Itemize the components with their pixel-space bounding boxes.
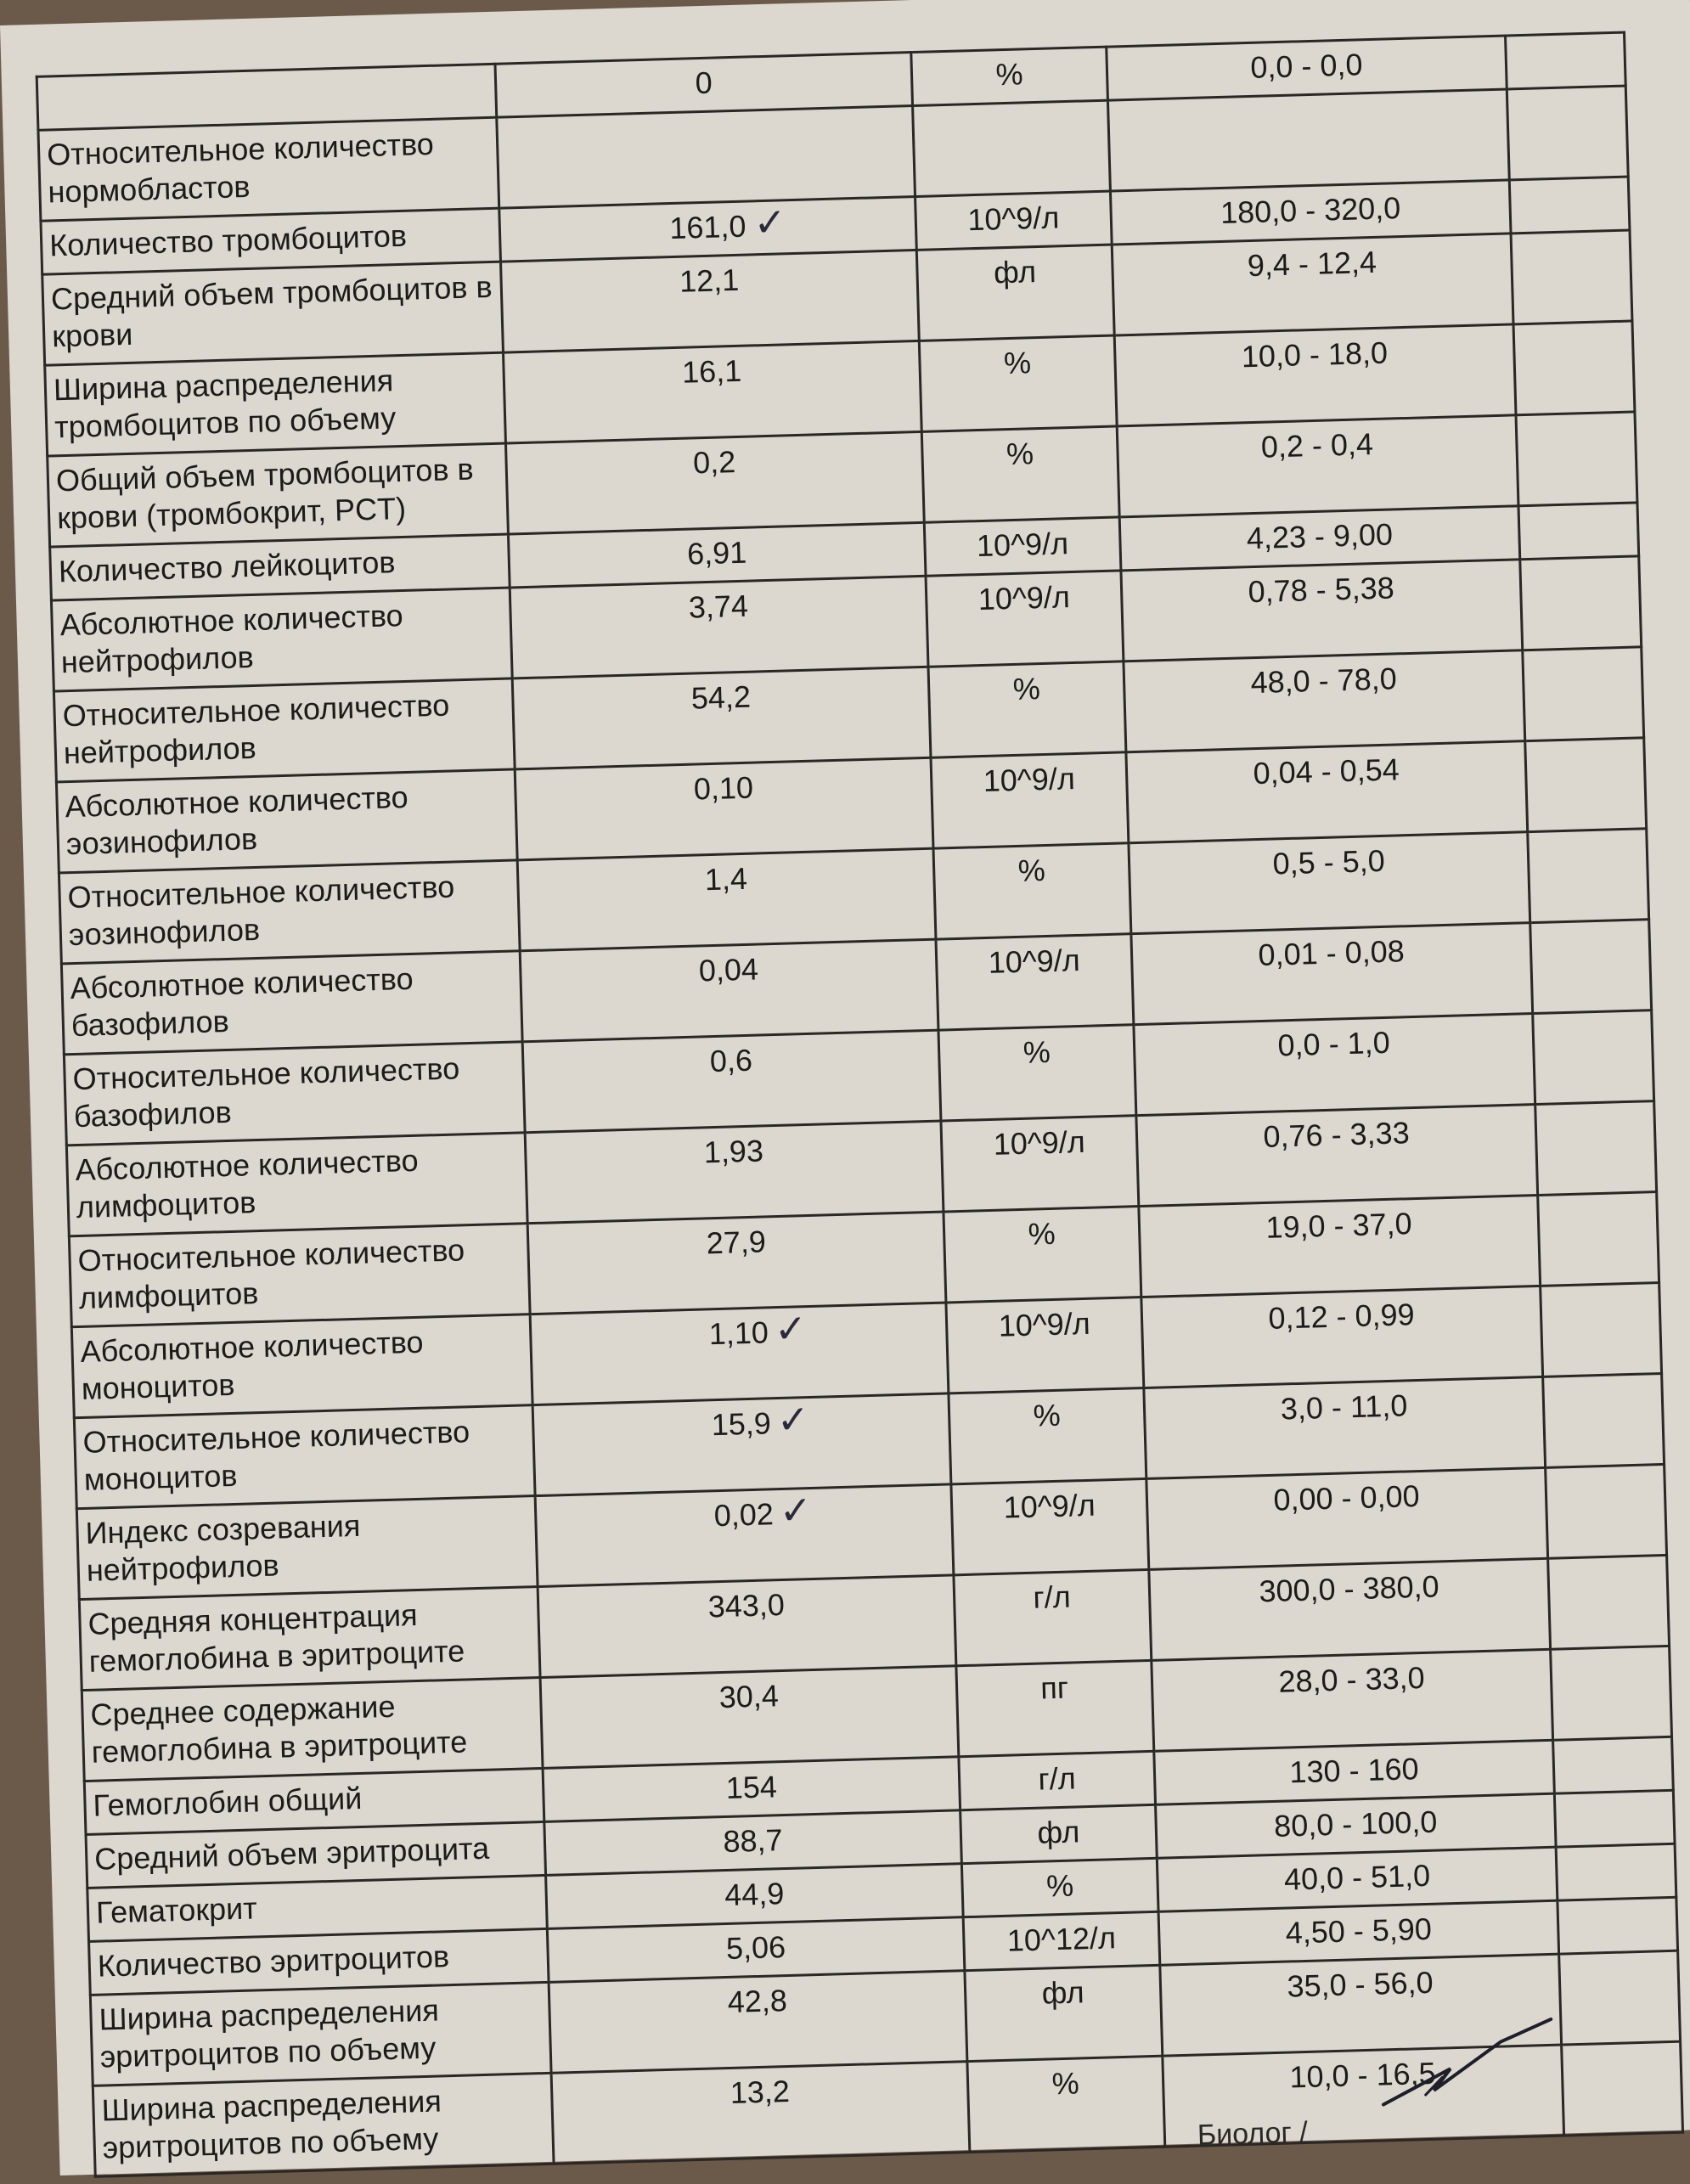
- reference-range: 10,0 - 16,5: [1163, 2045, 1564, 2147]
- reference-range: 4,23 - 9,00: [1119, 506, 1520, 571]
- result-value: 0: [695, 65, 713, 101]
- result-value: 6,91: [686, 534, 747, 571]
- test-name: Относительное количество моноцитов: [74, 1405, 535, 1509]
- result-value-cell: [512, 667, 931, 769]
- unit: пг: [956, 1660, 1154, 1756]
- result-value: 1,4: [704, 860, 748, 898]
- reference-range: 0,04 - 0,54: [1126, 741, 1528, 843]
- reference-range: 180,0 - 320,0: [1110, 180, 1511, 245]
- unit: 10^9/л: [941, 1116, 1139, 1212]
- unit: фл: [916, 245, 1114, 341]
- result-value-cell: [540, 1666, 959, 1769]
- unit: %: [961, 1858, 1158, 1917]
- empty-cell: [1554, 1790, 1675, 1847]
- result-value-cell: [505, 431, 924, 534]
- result-value: 88,7: [722, 1822, 784, 1860]
- reference-range: 48,0 - 78,0: [1124, 650, 1525, 752]
- test-name: Ширина распределения тромбоцитов по объему: [45, 352, 506, 456]
- result-value-cell: [497, 106, 915, 209]
- test-name: Абсолютное количество нейтрофилов: [51, 588, 512, 691]
- unit: 10^9/л: [931, 752, 1129, 848]
- empty-cell: [1559, 1950, 1681, 2045]
- signature-mark: [1372, 2007, 1562, 2114]
- checkmark-icon: ✓: [773, 1305, 808, 1353]
- result-value-cell: [549, 1971, 967, 2074]
- unit: [913, 100, 1111, 196]
- reference-range: 80,0 - 100,0: [1156, 1793, 1557, 1858]
- result-value: 16,1: [681, 352, 742, 390]
- test-name: Гемоглобин общий: [84, 1768, 544, 1834]
- result-value-cell: [532, 1393, 951, 1496]
- empty-cell: [1523, 647, 1644, 741]
- empty-cell: [1535, 1101, 1657, 1196]
- unit: 10^9/л: [924, 517, 1121, 576]
- result-value: 0,04: [698, 951, 759, 988]
- reference-range: 0,01 - 0,08: [1131, 923, 1533, 1025]
- test-name: Индекс созревания нейтрофилов: [76, 1496, 538, 1600]
- reference-range: 130 - 160: [1154, 1740, 1555, 1804]
- result-value: 0,02: [713, 1496, 775, 1534]
- reference-range: 0,00 - 0,00: [1146, 1467, 1548, 1569]
- empty-cell: [1528, 829, 1649, 923]
- result-value: 13,2: [730, 2073, 791, 2110]
- result-value-cell: [500, 250, 919, 352]
- result-value: 0,6: [709, 1042, 753, 1079]
- unit: 10^9/л: [951, 1478, 1149, 1574]
- reference-range: 0,0 - 0,0: [1107, 36, 1507, 100]
- test-name: Относительное количество лимфоцитов: [69, 1224, 530, 1327]
- reference-range: 40,0 - 51,0: [1157, 1847, 1558, 1911]
- checkmark-icon: ✓: [775, 1396, 811, 1444]
- unit: 10^12/л: [963, 1911, 1160, 1970]
- test-name: Количество тромбоцитов: [41, 208, 501, 274]
- result-value: 161,0: [668, 208, 747, 246]
- test-name: Ширина распределения эритроцитов по объему: [93, 2073, 554, 2176]
- unit: г/л: [959, 1751, 1156, 1810]
- empty-cell: [1556, 1843, 1676, 1900]
- result-value: 3,74: [688, 588, 749, 625]
- test-name: Абсолютное количество моноцитов: [71, 1314, 532, 1418]
- unit: 10^9/л: [936, 934, 1134, 1030]
- test-name: Количество эритроцитов: [89, 1928, 549, 1995]
- reference-range: 300,0 - 380,0: [1149, 1558, 1551, 1660]
- empty-cell: [1543, 1373, 1665, 1467]
- test-name: Средний объем эритроцита: [86, 1821, 546, 1888]
- unit: %: [921, 426, 1119, 522]
- result-value-cell: [525, 1121, 944, 1224]
- unit: %: [938, 1025, 1136, 1121]
- test-name: Ширина распределения эритроцитов по объему: [90, 1982, 551, 2085]
- unit: %: [949, 1388, 1146, 1484]
- result-value: 54,2: [690, 678, 752, 716]
- result-value-cell: [530, 1303, 949, 1405]
- reference-range: 35,0 - 56,0: [1160, 1954, 1562, 2056]
- reference-range: 4,50 - 5,90: [1158, 1900, 1559, 1965]
- unit: 10^9/л: [926, 571, 1124, 667]
- result-value-cell: [527, 1212, 946, 1314]
- result-value: 44,9: [724, 1876, 785, 1913]
- unit: 10^9/л: [915, 191, 1113, 250]
- test-name: Относительное количество эозинофилов: [59, 860, 520, 964]
- result-value-cell: [551, 2062, 970, 2164]
- empty-cell: [1546, 1464, 1667, 1558]
- result-value: 1,10: [708, 1314, 769, 1352]
- result-value: 0,10: [693, 769, 754, 807]
- test-name: Абсолютное количество эозинофилов: [56, 769, 517, 873]
- reference-range: 10,0 - 18,0: [1114, 324, 1516, 426]
- results-table: [36, 31, 1684, 2178]
- result-value: 1,93: [703, 1133, 764, 1170]
- result-value: 154: [725, 1769, 778, 1805]
- empty-cell: [1551, 1646, 1672, 1740]
- test-name: Средний объем тромбоцитов в крови: [42, 262, 504, 365]
- result-value: 15,9: [711, 1405, 772, 1443]
- empty-cell: [1553, 1737, 1674, 1793]
- result-value-cell: [503, 341, 921, 443]
- reference-range: 0,0 - 1,0: [1134, 1014, 1535, 1116]
- test-name: Абсолютное количество базофилов: [61, 951, 522, 1055]
- footer-text: Биолог /: [1197, 2115, 1309, 2152]
- result-value: 27,9: [706, 1224, 767, 1261]
- result-value-cell: [510, 576, 928, 678]
- test-name: Средняя концентрация гемоглобина в эритроците: [79, 1587, 540, 1691]
- result-value-cell: [535, 1484, 954, 1587]
- reference-range: 9,4 - 12,4: [1112, 234, 1513, 335]
- result-value: 42,8: [727, 1983, 788, 2019]
- result-value: 5,06: [725, 1929, 786, 1967]
- empty-cell: [1562, 2041, 1683, 2136]
- empty-cell: [1530, 920, 1652, 1014]
- empty-cell: [1533, 1010, 1654, 1105]
- empty-cell: [1520, 556, 1642, 650]
- empty-cell: [1538, 1192, 1659, 1286]
- result-value-cell: [515, 757, 933, 860]
- results-table-body: [37, 32, 1682, 2176]
- unit: фл: [960, 1804, 1158, 1863]
- reference-range: 28,0 - 33,0: [1152, 1649, 1553, 1751]
- unit: %: [928, 661, 1126, 757]
- unit: г/л: [954, 1569, 1152, 1665]
- empty-cell: [1511, 230, 1632, 324]
- test-name: Относительное количество нормобластов: [38, 117, 499, 221]
- result-value-cell: [522, 1030, 941, 1133]
- result-value-cell: [520, 939, 938, 1042]
- result-value: 0,2: [692, 444, 736, 481]
- test-name: Относительное количество базофилов: [64, 1042, 525, 1145]
- empty-cell: [1513, 321, 1635, 415]
- test-name: Количество лейкоцитов: [50, 534, 510, 600]
- unit: %: [944, 1207, 1141, 1303]
- reference-range: 0,12 - 0,99: [1141, 1286, 1543, 1388]
- unit: 10^9/л: [946, 1297, 1144, 1393]
- empty-cell: [1558, 1897, 1678, 1954]
- test-name: Среднее содержание гемоглобина в эритроците: [82, 1677, 543, 1781]
- reference-range: 0,78 - 5,38: [1121, 560, 1523, 661]
- reference-range: 0,5 - 5,0: [1129, 832, 1530, 934]
- empty-cell: [1518, 503, 1639, 560]
- reference-range: 0,2 - 0,4: [1117, 415, 1518, 517]
- result-value: 12,1: [679, 262, 740, 299]
- checkmark-icon: ✓: [778, 1486, 814, 1534]
- reference-range: 0,76 - 3,33: [1136, 1105, 1538, 1207]
- result-value-cell: [538, 1575, 956, 1678]
- unit: %: [911, 47, 1108, 105]
- result-value: 343,0: [707, 1586, 786, 1624]
- empty-cell: [1507, 86, 1628, 180]
- unit: %: [967, 2056, 1165, 2152]
- empty-cell: [1525, 738, 1647, 832]
- test-name: Относительное количество нейтрофилов: [54, 678, 515, 782]
- empty-cell: [1506, 32, 1626, 89]
- reference-range: 19,0 - 37,0: [1139, 1195, 1541, 1297]
- unit: %: [933, 843, 1131, 939]
- test-name: Гематокрит: [87, 1875, 548, 1941]
- reference-range: 3,0 - 11,0: [1144, 1376, 1546, 1478]
- checkmark-icon: ✓: [752, 199, 787, 246]
- result-value-cell: [517, 848, 936, 951]
- empty-cell: [1541, 1283, 1662, 1377]
- unit: фл: [965, 1965, 1163, 2061]
- empty-cell: [1509, 177, 1630, 234]
- test-name: Абсолютное количество лимфоцитов: [66, 1133, 527, 1236]
- test-name: Общий объем тромбоцитов в крови (тромбокрит, PCT): [48, 443, 509, 547]
- unit: %: [919, 335, 1117, 431]
- result-value: 30,4: [718, 1678, 780, 1715]
- reference-range: [1107, 89, 1509, 191]
- empty-cell: [1516, 412, 1637, 506]
- empty-cell: [1548, 1555, 1670, 1649]
